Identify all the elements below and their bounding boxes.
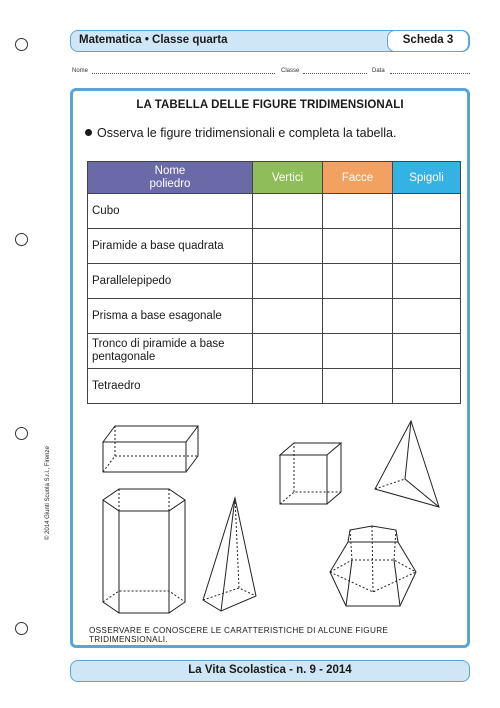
cell-vertices[interactable] bbox=[253, 229, 323, 264]
table-header-row bbox=[88, 162, 461, 194]
table-row bbox=[88, 229, 461, 264]
class-field[interactable] bbox=[303, 73, 367, 74]
table-row bbox=[88, 369, 461, 404]
cell-edges[interactable] bbox=[393, 229, 461, 264]
worksheet-title: LA TABELLA DELLE FIGURE TRIDIMENSIONALI bbox=[136, 99, 404, 111]
cell-vertices[interactable] bbox=[253, 264, 323, 299]
copyright-note: © 2014 Giunti Scuola S.r.l., Firenze bbox=[45, 446, 51, 540]
polyhedra-table bbox=[87, 161, 461, 404]
frustum-figure bbox=[326, 524, 421, 612]
row-label: Prisma a base esagonale bbox=[88, 299, 253, 334]
binder-hole-1 bbox=[15, 38, 28, 51]
cell-faces[interactable] bbox=[323, 369, 393, 404]
name-label: Nome bbox=[72, 68, 89, 74]
table-row bbox=[88, 194, 461, 229]
cell-vertices[interactable] bbox=[253, 369, 323, 404]
cell-faces[interactable] bbox=[323, 299, 393, 334]
instruction-text: Osserva le figure tridimensionali e completa la tabella. bbox=[97, 126, 397, 140]
binder-hole-4 bbox=[15, 622, 28, 635]
date-field[interactable] bbox=[390, 73, 470, 74]
publication-bar: La Vita Scolastica - n. 9 - 2014 bbox=[70, 660, 470, 682]
cell-vertices[interactable] bbox=[253, 334, 323, 369]
worksheet-box bbox=[70, 88, 470, 648]
sheet-number: Scheda 3 bbox=[387, 30, 469, 52]
cell-edges[interactable] bbox=[393, 369, 461, 404]
table-row bbox=[88, 264, 461, 299]
header-edges: Spigoli bbox=[393, 162, 461, 194]
bullet-icon bbox=[85, 129, 92, 136]
header-vertices: Vertici bbox=[253, 162, 323, 194]
cell-faces[interactable] bbox=[323, 334, 393, 369]
cell-vertices[interactable] bbox=[253, 194, 323, 229]
header-faces: Facce bbox=[323, 162, 393, 194]
cell-faces[interactable] bbox=[323, 264, 393, 299]
cube-figure bbox=[278, 441, 344, 507]
header-bar bbox=[70, 30, 470, 52]
cell-edges[interactable] bbox=[393, 194, 461, 229]
binder-hole-3 bbox=[15, 427, 28, 440]
cell-edges[interactable] bbox=[393, 299, 461, 334]
cell-edges[interactable] bbox=[393, 264, 461, 299]
hexagonal-prism-figure bbox=[99, 486, 189, 616]
subject-label: Matematica • Classe quarta bbox=[79, 34, 228, 46]
cell-faces[interactable] bbox=[323, 229, 393, 264]
row-label: Tetraedro bbox=[88, 369, 253, 404]
header-name: Nome poliedro bbox=[88, 162, 253, 194]
worksheet-caption: OSSERVARE E CONOSCERE LE CARATTERISTICHE DI ALCUNE FIGURE TRIDIMENSIONALI. bbox=[89, 626, 389, 644]
square-pyramid-figure bbox=[201, 496, 261, 614]
name-field[interactable] bbox=[92, 73, 275, 74]
row-label: Cubo bbox=[88, 194, 253, 229]
binder-hole-2 bbox=[15, 233, 28, 246]
cell-faces[interactable] bbox=[323, 194, 393, 229]
row-label: Parallelepipedo bbox=[88, 264, 253, 299]
cell-edges[interactable] bbox=[393, 334, 461, 369]
tetrahedron-figure bbox=[373, 419, 443, 511]
row-label: Tronco di piramide a base pentagonale bbox=[88, 334, 253, 369]
instruction bbox=[85, 126, 396, 140]
class-label: Classe bbox=[281, 68, 300, 74]
cell-vertices[interactable] bbox=[253, 299, 323, 334]
row-label: Piramide a base quadrata bbox=[88, 229, 253, 264]
date-label: Data bbox=[372, 68, 385, 74]
table-row bbox=[88, 299, 461, 334]
table-row bbox=[88, 334, 461, 369]
parallelepiped-figure bbox=[101, 424, 201, 474]
